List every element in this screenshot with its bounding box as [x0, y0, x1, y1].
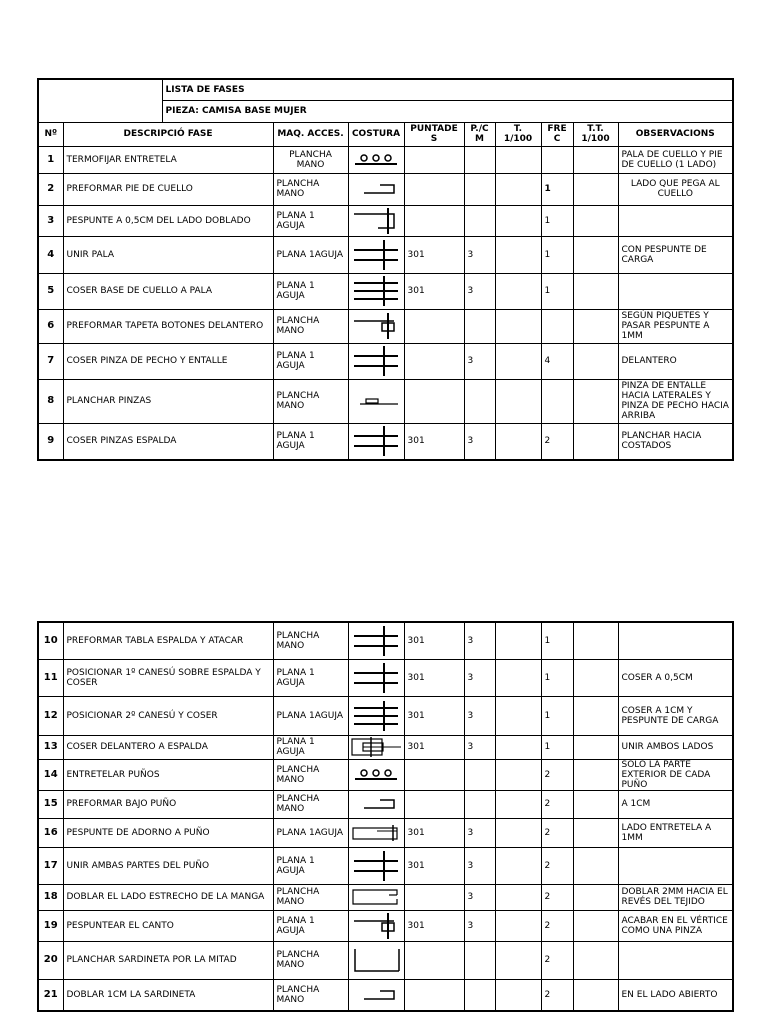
row-observacions — [618, 622, 733, 659]
row-description: TERMOFIJAR ENTRETELA — [63, 146, 273, 173]
table-row — [38, 423, 733, 460]
seam-two-icon — [349, 661, 404, 695]
row-puntadas: 301 — [404, 910, 464, 941]
table-row — [38, 146, 733, 173]
row-t — [495, 818, 541, 847]
row-tt — [573, 423, 618, 460]
row-description: PLANCHAR PINZAS — [63, 379, 273, 423]
fases-table-1 — [37, 78, 734, 461]
row-t — [495, 343, 541, 379]
row-number: 17 — [38, 847, 63, 884]
row-pcm: 3 — [464, 236, 495, 273]
row-description: UNIR PALA — [63, 236, 273, 273]
dots-icon — [349, 152, 404, 168]
row-tt — [573, 659, 618, 696]
row-tt — [573, 379, 618, 423]
row-tt — [573, 343, 618, 379]
row-puntadas — [404, 343, 464, 379]
row-observacions: PLANCHAR HACIA COSTADOS — [618, 423, 733, 460]
row-pcm: 3 — [464, 847, 495, 884]
row-puntadas: 301 — [404, 659, 464, 696]
row-costura — [348, 884, 404, 910]
row-puntadas — [404, 309, 464, 343]
row-description: COSER BASE DE CUELLO A PALA — [63, 273, 273, 309]
row-pcm: 3 — [464, 343, 495, 379]
row-costura — [348, 696, 404, 735]
row-costura — [348, 979, 404, 1011]
row-frec: 1 — [541, 696, 573, 735]
row-machine: PLANA 1AGUJA — [273, 696, 348, 735]
row-puntadas — [404, 759, 464, 790]
row-costura — [348, 205, 404, 236]
row-puntadas: 301 — [404, 622, 464, 659]
tapeta-icon — [349, 911, 404, 941]
row-pcm: 3 — [464, 423, 495, 460]
row-number: 5 — [38, 273, 63, 309]
blank-header-cell — [38, 79, 162, 122]
row-number: 15 — [38, 790, 63, 818]
row-description: DOBLAR 1CM LA SARDINETA — [63, 979, 273, 1011]
row-description: PESPUNTE DE ADORNO A PUÑO — [63, 818, 273, 847]
row-description: PREFORMAR BAJO PUÑO — [63, 790, 273, 818]
row-costura — [348, 146, 404, 173]
row-frec: 1 — [541, 236, 573, 273]
row-observacions: ACABAR EN EL VÉRTICE COMO UNA PINZA — [618, 910, 733, 941]
row-machine: PLANCHA MANO — [273, 941, 348, 979]
row-description: COSER PINZA DE PECHO Y ENTALLE — [63, 343, 273, 379]
row-machine: PLANA 1 AGUJA — [273, 343, 348, 379]
row-puntadas — [404, 146, 464, 173]
row-t — [495, 910, 541, 941]
row-pcm: 3 — [464, 818, 495, 847]
row-tt — [573, 847, 618, 884]
row-frec: 1 — [541, 659, 573, 696]
row-frec: 4 — [541, 343, 573, 379]
row-costura — [348, 941, 404, 979]
seam-two-icon — [349, 238, 404, 272]
row-t — [495, 735, 541, 759]
row-costura — [348, 735, 404, 759]
row-puntadas: 301 — [404, 735, 464, 759]
col-t: T. 1/100 — [495, 122, 541, 146]
row-description: DOBLAR EL LADO ESTRECHO DE LA MANGA — [63, 884, 273, 910]
col-puntadas: PUNTADE S — [404, 122, 464, 146]
row-frec — [541, 379, 573, 423]
table-row — [38, 790, 733, 818]
row-frec: 1 — [541, 622, 573, 659]
row-t — [495, 423, 541, 460]
table-row — [38, 659, 733, 696]
row-description: UNIR AMBAS PARTES DEL PUÑO — [63, 847, 273, 884]
row-frec: 2 — [541, 818, 573, 847]
row-pcm: 3 — [464, 910, 495, 941]
row-costura — [348, 309, 404, 343]
table-row — [38, 818, 733, 847]
seam-three-icon — [349, 699, 404, 733]
row-pcm: 3 — [464, 273, 495, 309]
seam-three-icon — [349, 274, 404, 308]
col-frec: FRE C — [541, 122, 573, 146]
row-costura — [348, 236, 404, 273]
row-observacions: UNIR AMBOS LADOS — [618, 735, 733, 759]
row-observacions: DOBLAR 2MM HACIA EL REVÉS DEL TEJIDO — [618, 884, 733, 910]
row-tt — [573, 790, 618, 818]
row-pcm — [464, 941, 495, 979]
row-costura — [348, 343, 404, 379]
row-observacions: SEGÚN PIQUETES Y PASAR PESPUNTE A 1MM — [618, 309, 733, 343]
pieza-title: PIEZA: CAMISA BASE MUJER — [162, 100, 733, 122]
row-frec: 2 — [541, 790, 573, 818]
table-row — [38, 910, 733, 941]
row-tt — [573, 173, 618, 205]
row-description: PLANCHAR SARDINETA POR LA MITAD — [63, 941, 273, 979]
row-t — [495, 979, 541, 1011]
row-tt — [573, 910, 618, 941]
row-frec: 2 — [541, 910, 573, 941]
row-tt — [573, 735, 618, 759]
row-number: 13 — [38, 735, 63, 759]
row-description: POSICIONAR 2º CANESÚ Y COSER — [63, 696, 273, 735]
row-tt — [573, 884, 618, 910]
row-t — [495, 622, 541, 659]
row-t — [495, 379, 541, 423]
row-observacions: SOLO LA PARTE EXTERIOR DE CADA PUÑO — [618, 759, 733, 790]
row-t — [495, 146, 541, 173]
table-row — [38, 979, 733, 1011]
row-number: 9 — [38, 423, 63, 460]
row-t — [495, 790, 541, 818]
fases-table-2 — [37, 621, 734, 1012]
table-row — [38, 236, 733, 273]
row-number: 8 — [38, 379, 63, 423]
table-row — [38, 173, 733, 205]
col-desc: DESCRIPCIÓ FASE — [63, 122, 273, 146]
row-costura — [348, 423, 404, 460]
row-number: 7 — [38, 343, 63, 379]
row-machine: PLANA 1 AGUJA — [273, 659, 348, 696]
row-observacions — [618, 273, 733, 309]
row-pcm: 3 — [464, 622, 495, 659]
row-number: 4 — [38, 236, 63, 273]
row-number: 12 — [38, 696, 63, 735]
row-pcm: 3 — [464, 659, 495, 696]
row-tt — [573, 146, 618, 173]
row-description: PESPUNTEAR EL CANTO — [63, 910, 273, 941]
table-row — [38, 622, 733, 659]
row-pcm: 3 — [464, 696, 495, 735]
row-observacions: CON PESPUNTE DE CARGA — [618, 236, 733, 273]
row-t — [495, 659, 541, 696]
row-description: ENTRETELAR PUÑOS — [63, 759, 273, 790]
row-machine: PLANCHA MANO — [273, 309, 348, 343]
row-costura — [348, 379, 404, 423]
row-machine: PLANCHA MANO — [273, 146, 348, 173]
big-fold-icon — [349, 945, 404, 975]
row-number: 10 — [38, 622, 63, 659]
row-t — [495, 847, 541, 884]
row-observacions: PALA DE CUELLO Y PIE DE CUELLO (1 LADO) — [618, 146, 733, 173]
row-t — [495, 309, 541, 343]
dart-icon — [349, 392, 404, 410]
row-t — [495, 173, 541, 205]
row-pcm: 3 — [464, 884, 495, 910]
row-puntadas — [404, 941, 464, 979]
row-observacions: COSER A 0,5CM — [618, 659, 733, 696]
row-puntadas: 301 — [404, 847, 464, 884]
row-puntadas — [404, 790, 464, 818]
fold-icon — [349, 180, 404, 198]
row-tt — [573, 696, 618, 735]
row-machine: PLANA 1 AGUJA — [273, 205, 348, 236]
table-row — [38, 847, 733, 884]
row-description: COSER PINZAS ESPALDA — [63, 423, 273, 460]
row-puntadas: 301 — [404, 423, 464, 460]
row-number: 11 — [38, 659, 63, 696]
row-t — [495, 273, 541, 309]
row-frec: 2 — [541, 423, 573, 460]
row-machine: PLANA 1 AGUJA — [273, 847, 348, 884]
row-tt — [573, 273, 618, 309]
row-pcm — [464, 205, 495, 236]
topstitch-icon — [349, 206, 404, 236]
row-pcm — [464, 309, 495, 343]
dots-icon — [349, 767, 404, 783]
row-number: 18 — [38, 884, 63, 910]
row-description: PREFORMAR PIE DE CUELLO — [63, 173, 273, 205]
col-obs: OBSERVACIONS — [618, 122, 733, 146]
row-machine: PLANCHA MANO — [273, 884, 348, 910]
row-observacions — [618, 205, 733, 236]
row-puntadas: 301 — [404, 236, 464, 273]
fold-icon — [349, 795, 404, 813]
row-machine: PLANA 1 AGUJA — [273, 273, 348, 309]
fold-icon — [349, 986, 404, 1004]
row-machine: PLANCHA MANO — [273, 790, 348, 818]
row-costura — [348, 790, 404, 818]
row-frec: 1 — [541, 273, 573, 309]
row-puntadas — [404, 884, 464, 910]
row-frec: 1 — [541, 205, 573, 236]
row-observacions — [618, 941, 733, 979]
row-tt — [573, 622, 618, 659]
row-observacions: PINZA DE ENTALLE HACIA LATERALES Y PINZA DE PECHO HACIA ARRIBA — [618, 379, 733, 423]
row-description: PREFORMAR TAPETA BOTONES DELANTERO — [63, 309, 273, 343]
row-machine: PLANA 1 AGUJA — [273, 423, 348, 460]
row-pcm: 3 — [464, 735, 495, 759]
row-tt — [573, 309, 618, 343]
row-t — [495, 759, 541, 790]
row-machine: PLANA 1AGUJA — [273, 818, 348, 847]
row-t — [495, 696, 541, 735]
row-number: 16 — [38, 818, 63, 847]
row-description: PESPUNTE A 0,5CM DEL LADO DOBLADO — [63, 205, 273, 236]
row-number: 2 — [38, 173, 63, 205]
row-description: COSER DELANTERO A ESPALDA — [63, 735, 273, 759]
col-maq: MAQ. ACCES. — [273, 122, 348, 146]
row-number: 21 — [38, 979, 63, 1011]
row-observacions: LADO ENTRETELA A 1MM — [618, 818, 733, 847]
col-tt: T.T. 1/100 — [573, 122, 618, 146]
row-number: 1 — [38, 146, 63, 173]
row-number: 19 — [38, 910, 63, 941]
table-row — [38, 759, 733, 790]
seam-two-icon — [349, 424, 404, 458]
table-row — [38, 379, 733, 423]
row-costura — [348, 273, 404, 309]
row-frec: 2 — [541, 979, 573, 1011]
row-tt — [573, 979, 618, 1011]
row-puntadas — [404, 979, 464, 1011]
seam-two-icon — [349, 624, 404, 658]
row-pcm — [464, 173, 495, 205]
row-t — [495, 236, 541, 273]
row-machine: PLANCHA MANO — [273, 622, 348, 659]
row-tt — [573, 759, 618, 790]
row-puntadas: 301 — [404, 273, 464, 309]
row-observacions: COSER A 1CM Y PESPUNTE DE CARGA — [618, 696, 733, 735]
row-pcm — [464, 146, 495, 173]
row-frec: 2 — [541, 847, 573, 884]
row-t — [495, 205, 541, 236]
row-tt — [573, 236, 618, 273]
table-row — [38, 735, 733, 759]
row-frec — [541, 146, 573, 173]
row-frec: 1 — [541, 735, 573, 759]
row-observacions — [618, 847, 733, 884]
col-n: Nº — [38, 122, 63, 146]
row-observacions: EN EL LADO ABIERTO — [618, 979, 733, 1011]
table-row — [38, 884, 733, 910]
row-frec: 1 — [541, 173, 573, 205]
row-description: POSICIONAR 1º CANESÚ SOBRE ESPALDA Y COSER — [63, 659, 273, 696]
table-row — [38, 343, 733, 379]
row-observacions: A 1CM — [618, 790, 733, 818]
table-row — [38, 696, 733, 735]
row-pcm — [464, 759, 495, 790]
row-number: 6 — [38, 309, 63, 343]
row-machine: PLANA 1 AGUJA — [273, 735, 348, 759]
row-costura — [348, 818, 404, 847]
row-puntadas — [404, 173, 464, 205]
table-row — [38, 205, 733, 236]
row-description: PREFORMAR TABLA ESPALDA Y ATACAR — [63, 622, 273, 659]
row-frec: 2 — [541, 884, 573, 910]
row-costura — [348, 622, 404, 659]
row-tt — [573, 205, 618, 236]
row-observacions: DELANTERO — [618, 343, 733, 379]
row-frec: 2 — [541, 941, 573, 979]
table-row — [38, 941, 733, 979]
row-tt — [573, 941, 618, 979]
box-seam-icon — [349, 736, 404, 758]
row-tt — [573, 818, 618, 847]
row-t — [495, 941, 541, 979]
row-costura — [348, 910, 404, 941]
row-number: 3 — [38, 205, 63, 236]
row-observacions: LADO QUE PEGA AL CUELLO — [618, 173, 733, 205]
col-pcm: P./C M — [464, 122, 495, 146]
row-machine: PLANCHA MANO — [273, 379, 348, 423]
row-frec: 2 — [541, 759, 573, 790]
row-costura — [348, 759, 404, 790]
row-machine: PLANA 1 AGUJA — [273, 910, 348, 941]
seam-two-icon — [349, 849, 404, 883]
row-machine: PLANA 1AGUJA — [273, 236, 348, 273]
seam-two-icon — [349, 344, 404, 378]
lista-title: LISTA DE FASES — [162, 79, 733, 100]
row-puntadas — [404, 379, 464, 423]
row-pcm — [464, 790, 495, 818]
tapeta-icon — [349, 311, 404, 341]
row-machine: PLANCHA MANO — [273, 979, 348, 1011]
row-costura — [348, 659, 404, 696]
row-puntadas: 301 — [404, 696, 464, 735]
table-row — [38, 273, 733, 309]
box-fold-icon — [349, 887, 404, 907]
row-puntadas: 301 — [404, 818, 464, 847]
table-row — [38, 309, 733, 343]
row-pcm — [464, 379, 495, 423]
row-number: 14 — [38, 759, 63, 790]
row-machine: PLANCHA MANO — [273, 173, 348, 205]
box-topstitch-icon — [349, 823, 404, 843]
row-t — [495, 884, 541, 910]
row-puntadas — [404, 205, 464, 236]
row-number: 20 — [38, 941, 63, 979]
row-costura — [348, 847, 404, 884]
row-costura — [348, 173, 404, 205]
row-machine: PLANCHA MANO — [273, 759, 348, 790]
col-costura: COSTURA — [348, 122, 404, 146]
row-frec — [541, 309, 573, 343]
row-pcm — [464, 979, 495, 1011]
